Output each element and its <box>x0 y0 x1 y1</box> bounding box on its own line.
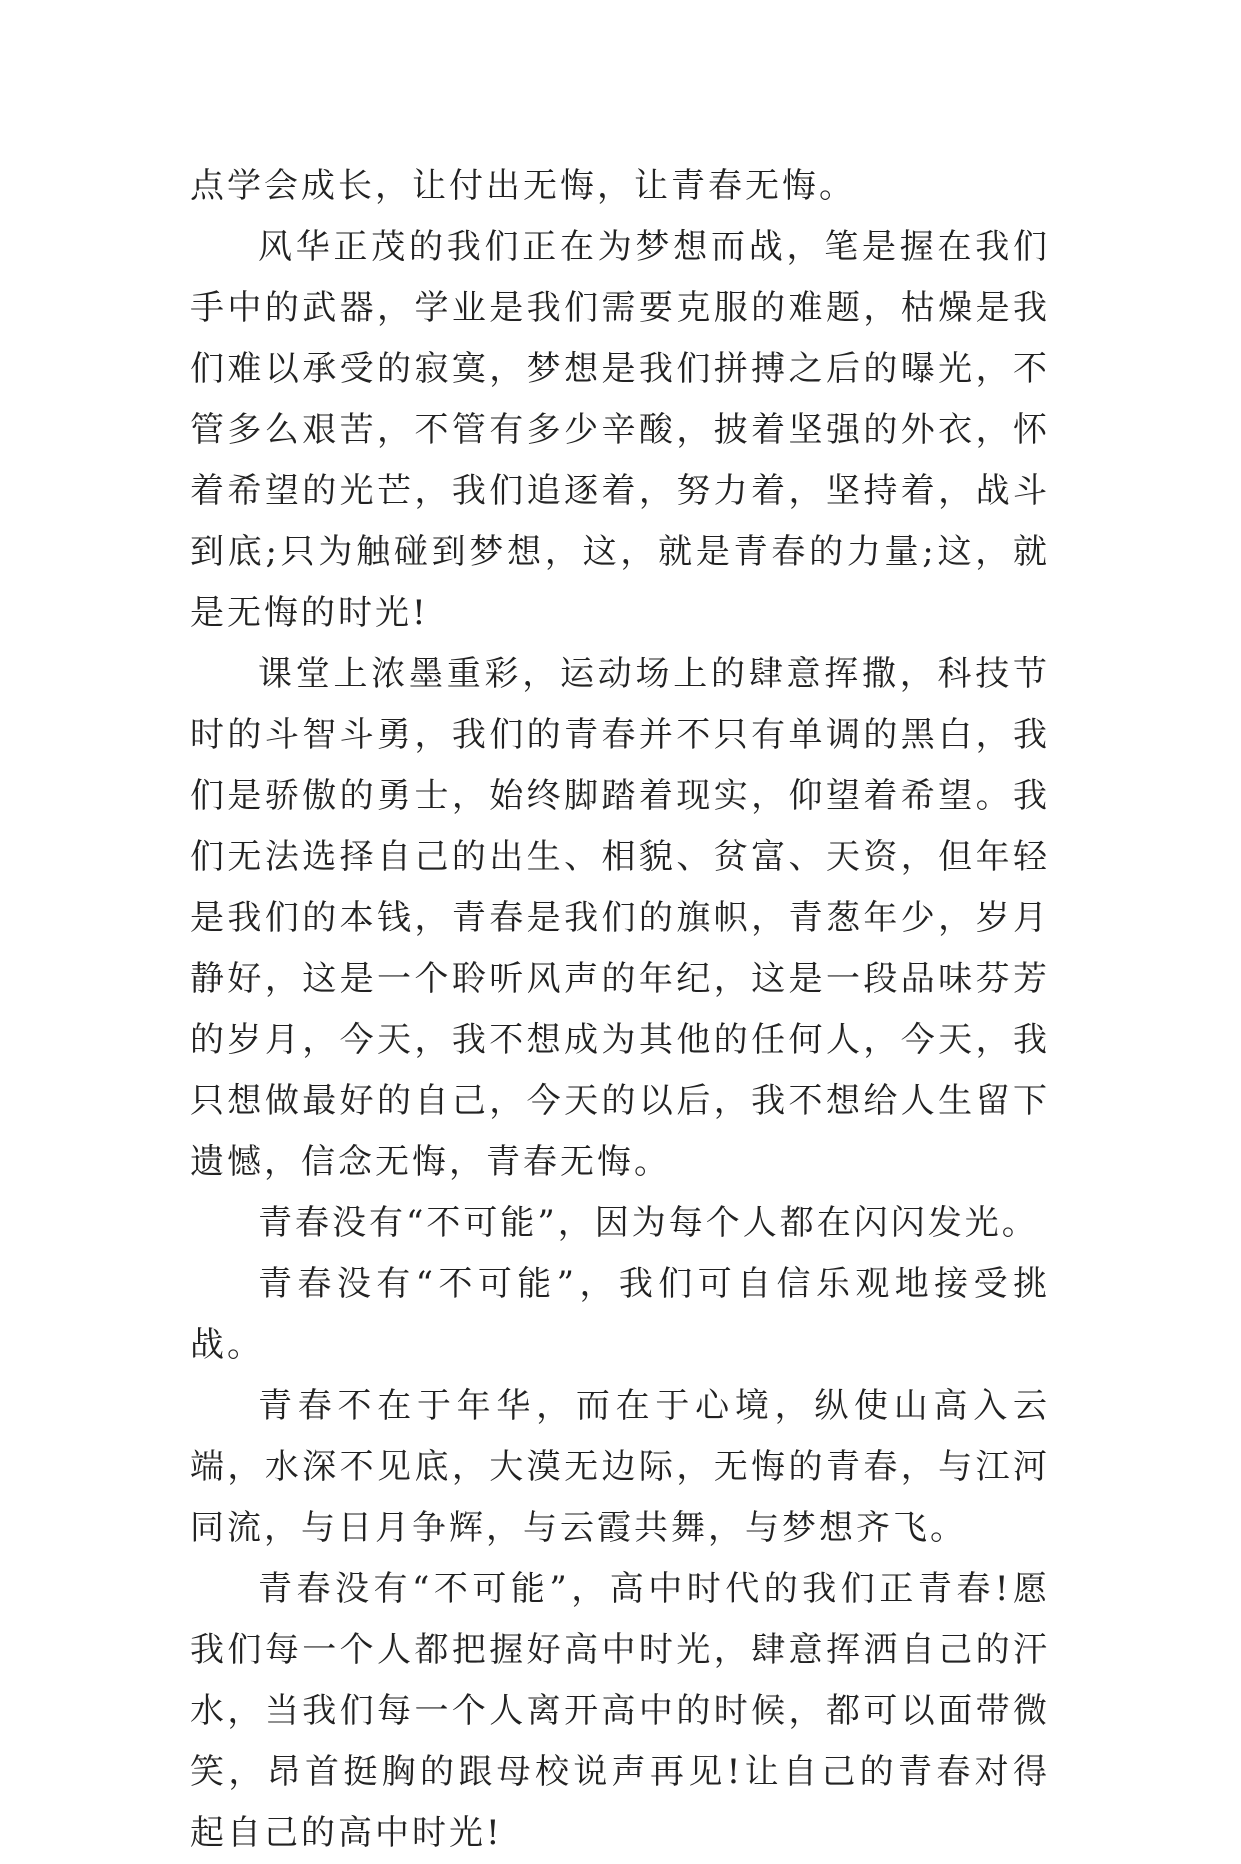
paragraph-6: 青春不在于年华，而在于心境，纵使山高入云端，水深不见底，大漠无边际，无悔的青春，与江河同流，与日月争辉，与云霞共舞，与梦想齐飞。 <box>190 1386 1050 1548</box>
document-body <box>190 156 1050 1864</box>
paragraph-7: 青春没有“不可能”，高中时代的我们正青春!愿我们每一个人都把握好高中时光，肆意挥洒自己的汗水，当我们每一个人离开高中的时候，都可以面带微笑，昂首挺胸的跟母校说声再见!让自己的青春对得起自己的高中时光! <box>190 1569 1050 1853</box>
paragraph-2: 风华正茂的我们正在为梦想而战，笔是握在我们手中的武器，学业是我们需要克服的难题，枯燥是我们难以承受的寂寞，梦想是我们拼搏之后的曝光，不管多么艰苦，不管有多少辛酸，披着坚强的外衣，怀着希望的光芒，我们追逐着，努力着，坚持着，战斗到底;只为触碰到梦想，这，就是青春的力量;这，就是无悔的时光! <box>190 227 1050 633</box>
paragraph-3: 课堂上浓墨重彩，运动场上的肆意挥撒，科技节时的斗智斗勇，我们的青春并不只有单调的黑白，我们是骄傲的勇士，始终脚踏着现实，仰望着希望。我们无法选择自己的出生、相貌、贫富、天资，但年轻是我们的本钱，青春是我们的旗帜，青葱年少，岁月静好，这是一个聆听风声的年纪，这是一段品味芬芳的岁月，今天，我不想成为其他的任何人，今天，我只想做最好的自己，今天的以后，我不想给人生留下遗憾，信念无悔，青春无悔。 <box>190 654 1050 1182</box>
paragraph-4: 青春没有“不可能”，因为每个人都在闪闪发光。 <box>258 1203 1039 1243</box>
paragraph-5: 青春没有“不可能”，我们可自信乐观地接受挑战。 <box>190 1264 1050 1365</box>
paragraph-1: 点学会成长，让付出无悔，让青春无悔。 <box>190 166 856 206</box>
